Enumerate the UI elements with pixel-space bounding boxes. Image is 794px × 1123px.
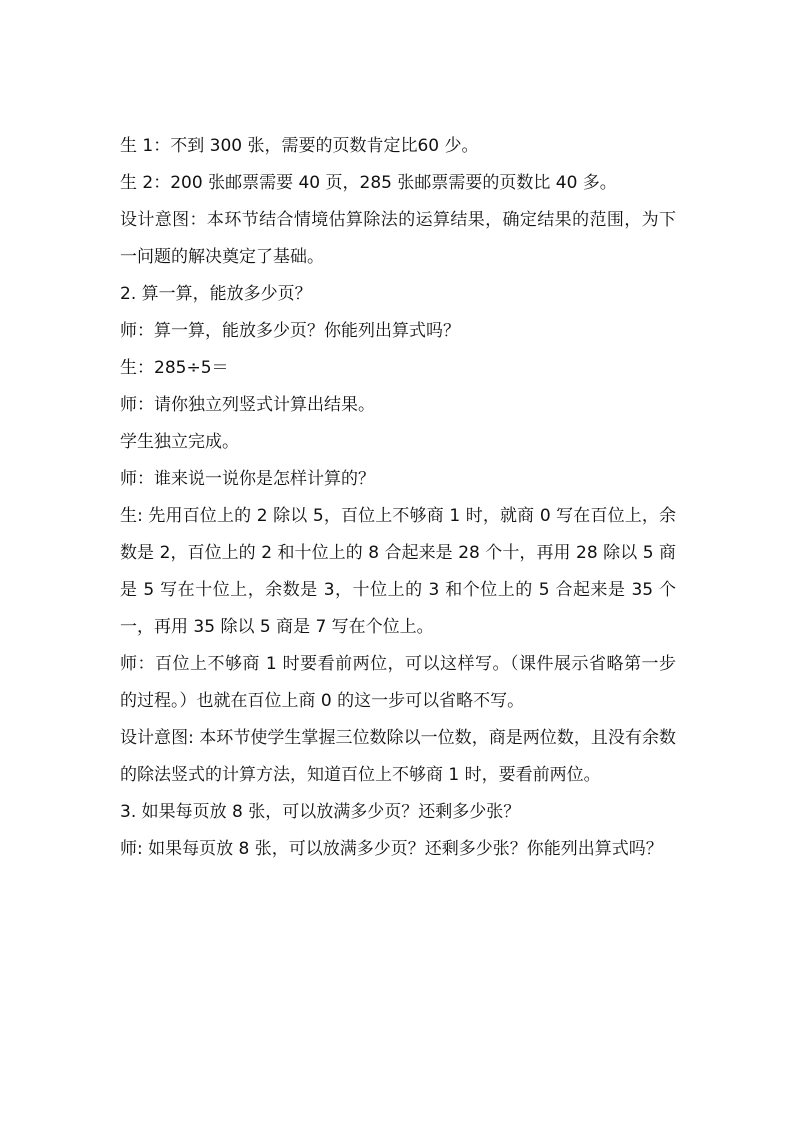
paragraph-teacher-question-1: 师：算一算，能放多少页？你能列出算式吗？ [120, 321, 460, 341]
document-body [120, 128, 676, 868]
section-heading-2: 2. 算一算，能放多少页？ [120, 284, 312, 304]
paragraph-teacher-question-2: 师：谁来说一说你是怎样计算的？ [120, 469, 375, 489]
paragraph-teacher-explanation: 师：百位上不够商 1 时要看前两位，可以这样写。（课件展示省略第一步的过程。）也就在百位上商 0 的这一步可以省略不写。 [120, 654, 676, 711]
paragraph-teacher-question-3: 师: 如果每页放 8 张，可以放满多少页？还剩多少张？你能列出算式吗？ [120, 839, 663, 859]
paragraph-student-explanation: 生: 先用百位上的 2 除以 5，百位上不够商 1 时，就商 0 写在百位上，余数是 2，百位上的 2 和十位上的 8 合起来是 28 个十，再用 28 除以 5 商是 5 写在十位上，余数是 3，十位上的 3 和个位上的 5 合起来是 35 个一，再用 35 除以 5 商是 7 写在个位上。 [120, 506, 676, 637]
paragraph-student-work: 学生独立完成。 [120, 432, 239, 452]
paragraph-design-intent-2: 设计意图: 本环节使学生掌握三位数除以一位数，商是两位数，且没有余数的除法竖式的计算方法，知道百位上不够商 1 时，要看前两位。 [120, 728, 676, 785]
section-heading-3: 3. 如果每页放 8 张，可以放满多少页？还剩多少张？ [120, 802, 521, 822]
paragraph-design-intent-1: 设计意图：本环节结合情境估算除法的运算结果，确定结果的范围，为下一问题的解决奠定了基础。 [120, 210, 676, 267]
paragraph-teacher-instruction: 师：请你独立列竖式计算出结果。 [120, 395, 375, 415]
paragraph-student-1-estimate: 生 1：不到 300 张，需要的页数肯定比60 少。 [120, 136, 479, 156]
paragraph-student-2-estimate: 生 2：200 张邮票需要 40 页，285 张邮票需要的页数比 40 多。 [120, 173, 617, 193]
paragraph-student-expression: 生：285÷5＝ [120, 358, 229, 378]
